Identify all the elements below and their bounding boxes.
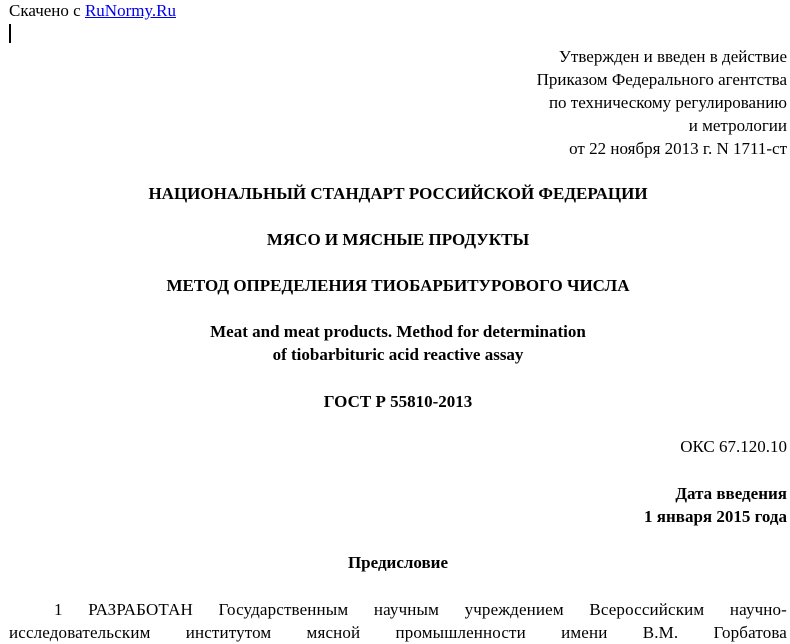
approval-line-4: и метрологии	[688, 116, 787, 135]
foreword-heading: Предисловие	[347, 553, 449, 572]
approval-line-3: по техническому регулированию	[548, 93, 787, 112]
oks-code: ОКС 67.120.10	[680, 437, 787, 456]
approval-line-2: Приказом Федерального агентства	[536, 70, 787, 89]
standard-title: НАЦИОНАЛЬНЫЙ СТАНДАРТ РОССИЙСКОЙ ФЕДЕРАЦИИ	[148, 184, 648, 203]
source-line	[9, 1, 176, 21]
approval-line-5: от 22 ноября 2013 г. N 1711-ст	[569, 139, 787, 158]
subject-title: МЯСО И МЯСНЫЕ ПРОДУКТЫ	[266, 230, 530, 249]
english-title-line-1: Meat and meat products. Method for determination	[210, 322, 586, 341]
method-title: МЕТОД ОПРЕДЕЛЕНИЯ ТИОБАРБИТУРОВОГО ЧИСЛА	[166, 276, 630, 295]
foreword-paragraph-1-text: 1 РАЗРАБОТАН Государственным научным учреждением Всероссийским научно-исследовательским институтом мясной промышленности имени В.М. Горбатова	[9, 600, 787, 642]
approval-line-1: Утвержден и введен в действие	[558, 47, 787, 66]
source-prefix: Скачено с	[9, 1, 85, 20]
foreword-paragraph-1	[9, 598, 787, 644]
gost-number: ГОСТ Р 55810-2013	[323, 392, 473, 411]
introduction-date-value: 1 января 2015 года	[644, 507, 787, 526]
introduction-date-label: Дата введения	[675, 484, 787, 503]
english-title-line-2: of tiobarbituric acid reactive assay	[272, 345, 524, 364]
source-link[interactable]: RuNormy.Ru	[84, 1, 176, 20]
text-cursor	[9, 24, 11, 43]
